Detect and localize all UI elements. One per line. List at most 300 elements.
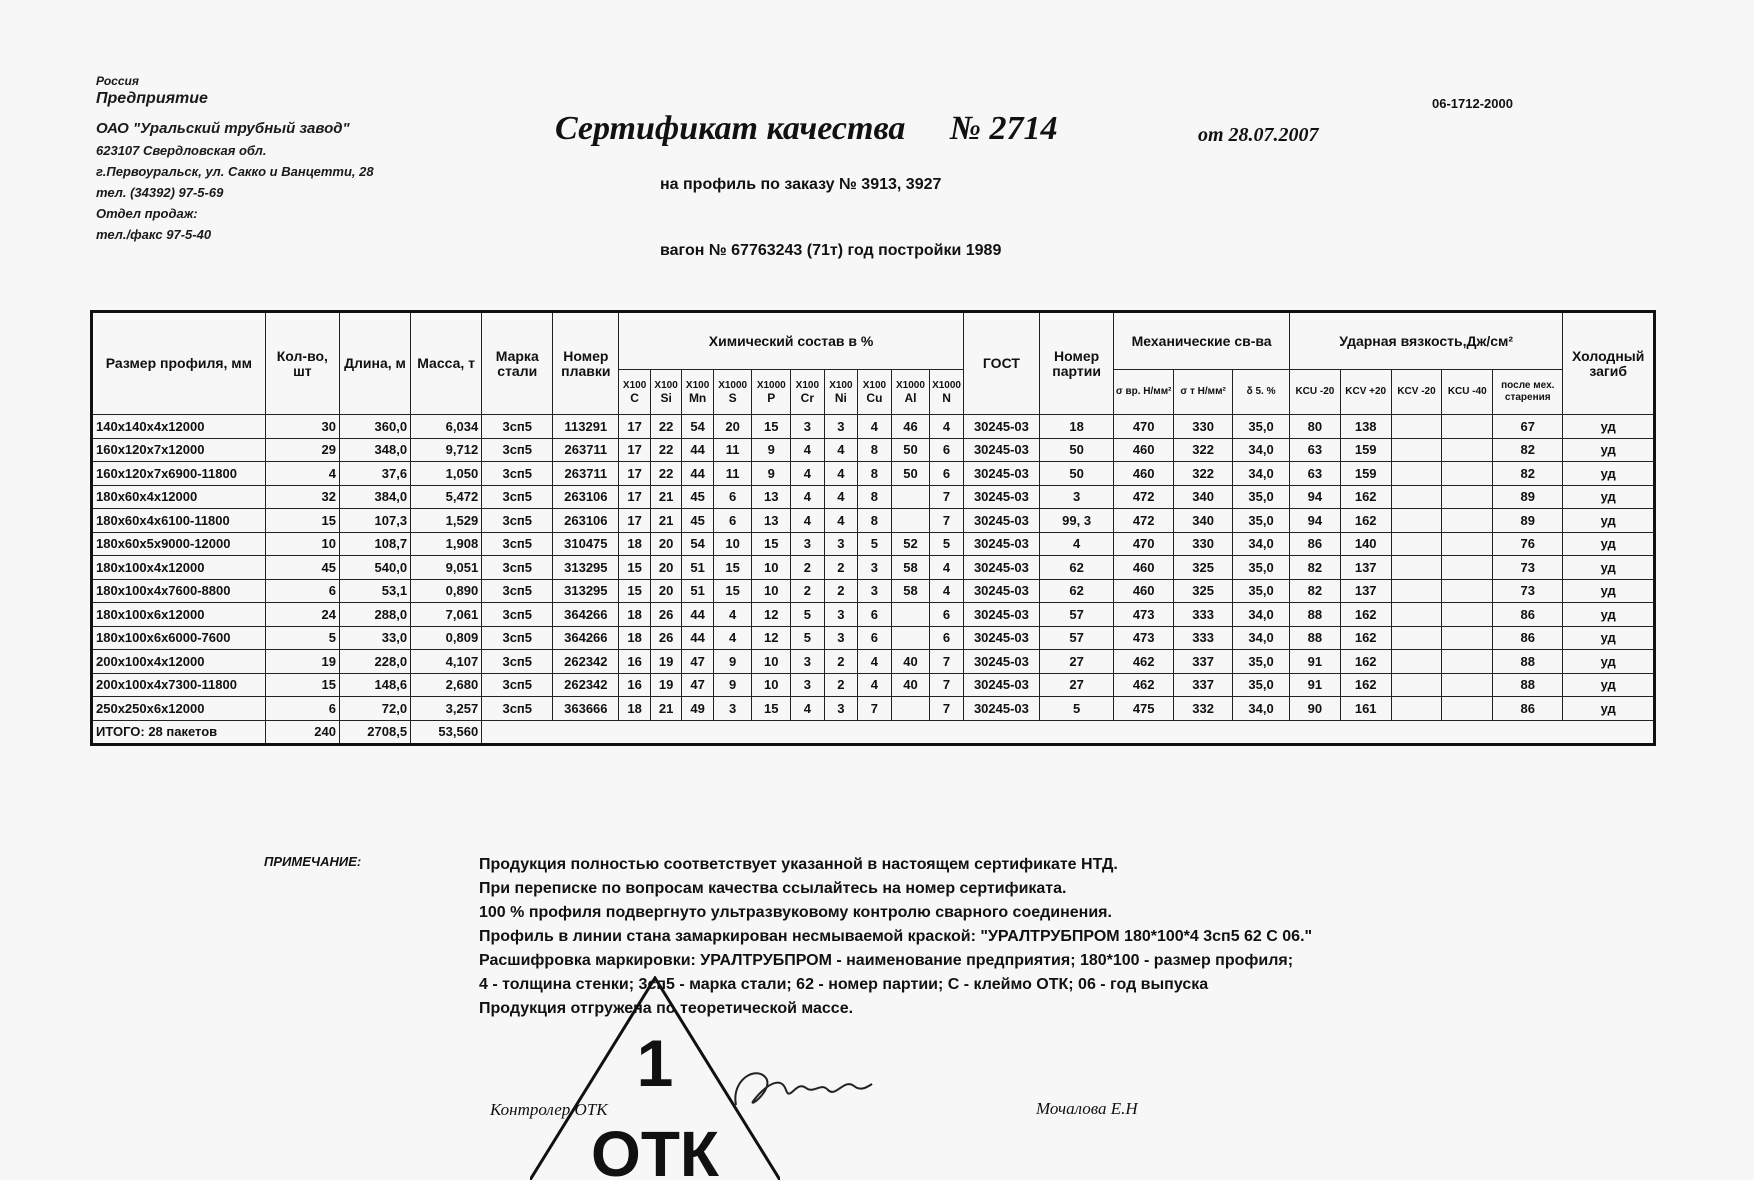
cell-mech: 35,0	[1233, 415, 1290, 439]
cell-grade: 3сп5	[482, 485, 553, 509]
stamp-number: 1	[636, 1026, 674, 1100]
chem-multiplier: X100	[829, 380, 853, 391]
cell-chem: 5	[791, 603, 825, 627]
cell-chem: 2	[824, 556, 858, 580]
cell-qty: 5	[265, 626, 339, 650]
th-mech: Механические св-ва	[1114, 312, 1290, 370]
cell-chem: 7	[930, 673, 964, 697]
cell-impact: 67	[1493, 415, 1563, 439]
cell-chem: 49	[682, 697, 714, 721]
cell-gost: 30245-03	[963, 462, 1039, 486]
chem-element: Cr	[800, 391, 815, 405]
cell-chem: 20	[650, 556, 682, 580]
table-row	[92, 673, 1655, 697]
cell-batch: 50	[1040, 462, 1114, 486]
cell-impact	[1391, 697, 1442, 721]
th-chem-ni	[824, 370, 858, 415]
cell-mech: 34,0	[1233, 603, 1290, 627]
cell-bend: уд	[1563, 579, 1655, 603]
cell-chem: 51	[682, 579, 714, 603]
cell-grade: 3сп5	[482, 415, 553, 439]
cell-impact: 162	[1340, 603, 1391, 627]
th-size: Размер профиля, мм	[92, 312, 266, 415]
cell-gost: 30245-03	[963, 438, 1039, 462]
cell-gost: 30245-03	[963, 603, 1039, 627]
cell-impact: 86	[1290, 532, 1341, 556]
th-heat: Номер плавки	[553, 312, 619, 415]
cell-bend: уд	[1563, 626, 1655, 650]
cell-chem: 52	[891, 532, 930, 556]
table-row	[92, 603, 1655, 627]
th-impact-col: KCV +20	[1340, 370, 1391, 415]
th-chem-si	[650, 370, 682, 415]
chem-multiplier: X100	[654, 380, 678, 391]
cell-batch: 50	[1040, 438, 1114, 462]
cell-heat: 263106	[553, 485, 619, 509]
cell-qty: 10	[265, 532, 339, 556]
cell-mech: 340	[1174, 485, 1233, 509]
cell-mech: 475	[1114, 697, 1174, 721]
cell-chem	[891, 509, 930, 533]
cell-chem: 10	[752, 556, 791, 580]
th-mech-col: δ 5. %	[1233, 370, 1290, 415]
cell-mech: 330	[1174, 415, 1233, 439]
th-chem-mn	[682, 370, 714, 415]
cell-heat: 263711	[553, 438, 619, 462]
table-row	[92, 697, 1655, 721]
cell-chem: 20	[650, 532, 682, 556]
cell-impact: 86	[1493, 603, 1563, 627]
cell-impact	[1442, 509, 1493, 533]
cell-impact: 82	[1290, 579, 1341, 603]
cell-chem: 18	[619, 626, 651, 650]
note-line: Продукция полностью соответствует указанной в настоящем сертификате НТД.	[479, 856, 1118, 873]
signature-scribble	[726, 1060, 876, 1120]
cell-mech: 473	[1114, 626, 1174, 650]
cell-impact	[1442, 650, 1493, 674]
cell-impact: 94	[1290, 509, 1341, 533]
cell-qty: 15	[265, 509, 339, 533]
cell-mech: 332	[1174, 697, 1233, 721]
th-chem-n	[930, 370, 964, 415]
cell-chem: 3	[824, 532, 858, 556]
cell-chem: 9	[713, 673, 752, 697]
table-header-row	[92, 312, 1655, 370]
cell-gost: 30245-03	[963, 556, 1039, 580]
cell-chem: 58	[891, 556, 930, 580]
cell-heat: 313295	[553, 579, 619, 603]
table-row	[92, 532, 1655, 556]
cell-chem: 10	[713, 532, 752, 556]
cell-size: 160x120x7x12000	[92, 438, 266, 462]
cell-chem: 6	[930, 462, 964, 486]
cell-chem: 6	[930, 603, 964, 627]
cell-length: 148,6	[339, 673, 410, 697]
cell-chem	[891, 603, 930, 627]
cell-chem: 4	[930, 579, 964, 603]
th-mass: Масса, т	[411, 312, 482, 415]
cell-chem: 17	[619, 462, 651, 486]
cell-chem: 6	[713, 485, 752, 509]
cell-mech: 34,0	[1233, 626, 1290, 650]
cell-batch: 18	[1040, 415, 1114, 439]
cell-size: 160x120x7x6900-11800	[92, 462, 266, 486]
th-chem-p	[752, 370, 791, 415]
cell-impact	[1442, 485, 1493, 509]
cell-mech: 325	[1174, 579, 1233, 603]
cell-chem: 15	[752, 415, 791, 439]
cell-chem: 3	[824, 626, 858, 650]
cell-impact	[1391, 626, 1442, 650]
th-batch: Номер партии	[1040, 312, 1114, 415]
cell-chem: 7	[930, 697, 964, 721]
cell-chem: 5	[858, 532, 892, 556]
cell-mech: 35,0	[1233, 673, 1290, 697]
cell-chem	[891, 626, 930, 650]
cell-chem: 9	[752, 462, 791, 486]
total-row	[92, 720, 1655, 745]
cell-heat: 113291	[553, 415, 619, 439]
controller-name: Мочалова Е.Н	[1036, 1099, 1138, 1118]
cell-qty: 19	[265, 650, 339, 674]
th-mech-col: σ вр. Н/мм²	[1114, 370, 1174, 415]
cell-chem: 3	[791, 415, 825, 439]
cell-qty: 32	[265, 485, 339, 509]
cell-qty: 30	[265, 415, 339, 439]
cell-chem	[891, 485, 930, 509]
total-blank	[482, 720, 1655, 745]
cell-mech: 34,0	[1233, 697, 1290, 721]
note-line: 100 % профиля подвергнуто ультразвуковому контролю сварного соединения.	[479, 904, 1112, 921]
cell-mech: 325	[1174, 556, 1233, 580]
cell-chem: 26	[650, 626, 682, 650]
cell-impact: 161	[1340, 697, 1391, 721]
cell-impact: 88	[1290, 603, 1341, 627]
cell-impact: 82	[1290, 556, 1341, 580]
cell-gost: 30245-03	[963, 532, 1039, 556]
cell-chem: 4	[824, 438, 858, 462]
cell-size: 200x100x4x7300-11800	[92, 673, 266, 697]
cell-impact	[1391, 579, 1442, 603]
cell-batch: 27	[1040, 650, 1114, 674]
cell-chem: 3	[713, 697, 752, 721]
company-address: г.Первоуральск, ул. Сакко и Ванцетти, 28	[96, 164, 374, 179]
cell-chem: 26	[650, 603, 682, 627]
cell-impact: 90	[1290, 697, 1341, 721]
cell-impact: 159	[1340, 462, 1391, 486]
cell-chem: 7	[930, 485, 964, 509]
cell-chem: 13	[752, 485, 791, 509]
cell-bend: уд	[1563, 697, 1655, 721]
cell-chem: 2	[824, 579, 858, 603]
table-row	[92, 509, 1655, 533]
order-line: на профиль по заказу № 3913, 3927	[660, 176, 942, 193]
cell-mech: 462	[1114, 650, 1174, 674]
th-chem-s	[713, 370, 752, 415]
cell-gost: 30245-03	[963, 579, 1039, 603]
cell-grade: 3сп5	[482, 673, 553, 697]
controller-label: Контролер ОТК	[490, 1100, 608, 1119]
cell-size: 250x250x6x12000	[92, 697, 266, 721]
cell-chem: 22	[650, 415, 682, 439]
cell-bend: уд	[1563, 438, 1655, 462]
cell-impact: 94	[1290, 485, 1341, 509]
cell-qty: 45	[265, 556, 339, 580]
cell-gost: 30245-03	[963, 626, 1039, 650]
cell-chem: 7	[930, 509, 964, 533]
cell-chem: 6	[858, 626, 892, 650]
cell-chem: 2	[824, 673, 858, 697]
cell-qty: 6	[265, 579, 339, 603]
cell-size: 200x100x4x12000	[92, 650, 266, 674]
cell-batch: 4	[1040, 532, 1114, 556]
cell-mech: 35,0	[1233, 509, 1290, 533]
cell-mass: 9,051	[411, 556, 482, 580]
chem-element: Cu	[866, 391, 883, 405]
cell-length: 72,0	[339, 697, 410, 721]
cell-gost: 30245-03	[963, 673, 1039, 697]
cell-chem: 44	[682, 462, 714, 486]
cell-mass: 3,257	[411, 697, 482, 721]
cell-grade: 3сп5	[482, 556, 553, 580]
chem-multiplier: X100	[622, 380, 647, 391]
cell-batch: 3	[1040, 485, 1114, 509]
chem-element: Ni	[834, 391, 847, 405]
table-row	[92, 650, 1655, 674]
cell-impact	[1442, 579, 1493, 603]
cell-bend: уд	[1563, 603, 1655, 627]
cell-impact: 91	[1290, 673, 1341, 697]
total-mass: 53,560	[411, 720, 482, 745]
cell-mech: 322	[1174, 438, 1233, 462]
cell-mech: 472	[1114, 485, 1174, 509]
cell-chem: 6	[858, 603, 892, 627]
cell-grade: 3сп5	[482, 438, 553, 462]
chem-multiplier: X100	[795, 380, 820, 391]
cell-batch: 5	[1040, 697, 1114, 721]
chem-element: Al	[904, 391, 917, 405]
cell-chem: 7	[858, 697, 892, 721]
cell-mech: 35,0	[1233, 579, 1290, 603]
cell-impact: 138	[1340, 415, 1391, 439]
cell-mech: 460	[1114, 579, 1174, 603]
cell-chem: 51	[682, 556, 714, 580]
table-row	[92, 579, 1655, 603]
cell-impact	[1391, 509, 1442, 533]
cell-chem: 44	[682, 626, 714, 650]
cell-heat: 313295	[553, 556, 619, 580]
cell-impact: 76	[1493, 532, 1563, 556]
total-label: ИТОГО: 28 пакетов	[92, 720, 266, 745]
cell-mass: 1,908	[411, 532, 482, 556]
cell-mech: 460	[1114, 556, 1174, 580]
cell-grade: 3сп5	[482, 509, 553, 533]
cell-mech: 34,0	[1233, 438, 1290, 462]
cell-size: 180x60x5x9000-12000	[92, 532, 266, 556]
cell-chem: 3	[791, 650, 825, 674]
cell-impact	[1391, 673, 1442, 697]
cell-impact	[1442, 603, 1493, 627]
th-chem: Химический состав в %	[619, 312, 963, 370]
cell-chem: 8	[858, 462, 892, 486]
cell-chem: 18	[619, 603, 651, 627]
cell-heat: 310475	[553, 532, 619, 556]
cell-mech: 322	[1174, 462, 1233, 486]
th-chem-al	[891, 370, 930, 415]
chem-element: N	[942, 391, 951, 405]
cell-size: 180x100x4x12000	[92, 556, 266, 580]
cell-impact: 73	[1493, 579, 1563, 603]
company-enterprise-label: Предприятие	[96, 90, 208, 107]
cell-chem: 4	[791, 697, 825, 721]
cell-chem: 3	[824, 603, 858, 627]
cell-mech: 340	[1174, 509, 1233, 533]
cell-length: 360,0	[339, 415, 410, 439]
cell-chem: 21	[650, 697, 682, 721]
cell-qty: 4	[265, 462, 339, 486]
cell-batch: 62	[1040, 556, 1114, 580]
cell-batch: 57	[1040, 603, 1114, 627]
cell-impact	[1442, 626, 1493, 650]
cell-heat: 262342	[553, 673, 619, 697]
cell-bend: уд	[1563, 556, 1655, 580]
total-length: 2708,5	[339, 720, 410, 745]
cell-impact: 63	[1290, 462, 1341, 486]
certificate-number: № 2714	[949, 110, 1058, 147]
cell-mass: 9,712	[411, 438, 482, 462]
cell-chem: 17	[619, 485, 651, 509]
cell-length: 33,0	[339, 626, 410, 650]
cell-impact: 162	[1340, 485, 1391, 509]
cell-chem: 22	[650, 462, 682, 486]
cell-chem: 2	[791, 556, 825, 580]
cell-mass: 0,809	[411, 626, 482, 650]
cell-chem: 13	[752, 509, 791, 533]
cell-qty: 15	[265, 673, 339, 697]
cell-mech: 333	[1174, 603, 1233, 627]
cell-chem: 4	[930, 556, 964, 580]
cell-chem: 47	[682, 650, 714, 674]
stamp-text: ОТК	[591, 1118, 719, 1180]
cell-impact	[1391, 532, 1442, 556]
cell-chem: 45	[682, 485, 714, 509]
cell-length: 37,6	[339, 462, 410, 486]
cell-qty: 29	[265, 438, 339, 462]
cell-impact: 137	[1340, 556, 1391, 580]
cell-length: 53,1	[339, 579, 410, 603]
cell-chem: 47	[682, 673, 714, 697]
cell-chem: 3	[791, 673, 825, 697]
cell-bend: уд	[1563, 532, 1655, 556]
cell-impact: 91	[1290, 650, 1341, 674]
th-impact: Ударная вязкость,Дж/см²	[1290, 312, 1563, 370]
cell-chem: 3	[824, 415, 858, 439]
certificate-title: Сертификат качества	[555, 110, 906, 147]
cell-impact: 86	[1493, 697, 1563, 721]
cell-mech: 333	[1174, 626, 1233, 650]
chem-element: Si	[660, 391, 672, 405]
cell-bend: уд	[1563, 650, 1655, 674]
cell-impact	[1391, 462, 1442, 486]
cell-mech: 472	[1114, 509, 1174, 533]
cell-mech: 460	[1114, 462, 1174, 486]
cell-mech: 337	[1174, 650, 1233, 674]
cell-impact: 86	[1493, 626, 1563, 650]
cell-length: 108,7	[339, 532, 410, 556]
table-row	[92, 485, 1655, 509]
cell-mech: 462	[1114, 673, 1174, 697]
cell-chem: 6	[713, 509, 752, 533]
cell-mech: 34,0	[1233, 462, 1290, 486]
cell-gost: 30245-03	[963, 485, 1039, 509]
cell-bend: уд	[1563, 415, 1655, 439]
cell-chem: 8	[858, 438, 892, 462]
cell-mech: 473	[1114, 603, 1174, 627]
note-line: Продукция отгружена по теоретической массе.	[479, 1000, 854, 1017]
cell-grade: 3сп5	[482, 626, 553, 650]
cell-mass: 0,890	[411, 579, 482, 603]
cell-impact	[1391, 438, 1442, 462]
cell-mass: 2,680	[411, 673, 482, 697]
cell-length: 384,0	[339, 485, 410, 509]
cell-impact	[1442, 462, 1493, 486]
cell-chem: 3	[858, 556, 892, 580]
cell-chem: 4	[824, 462, 858, 486]
cell-chem: 10	[752, 650, 791, 674]
cell-grade: 3сп5	[482, 697, 553, 721]
cell-gost: 30245-03	[963, 650, 1039, 674]
chem-element: P	[767, 391, 776, 405]
cell-chem: 44	[682, 438, 714, 462]
cell-chem: 58	[891, 579, 930, 603]
cell-length: 288,0	[339, 603, 410, 627]
cell-chem: 4	[858, 415, 892, 439]
cell-grade: 3сп5	[482, 603, 553, 627]
cell-chem: 2	[791, 579, 825, 603]
cell-chem: 4	[713, 603, 752, 627]
document-code: 06-1712-2000	[1432, 96, 1513, 111]
cell-chem: 16	[619, 673, 651, 697]
th-impact-col: после мех. старения	[1493, 370, 1563, 415]
cell-impact: 140	[1340, 532, 1391, 556]
chem-multiplier: X1000	[896, 380, 925, 391]
cell-chem: 54	[682, 532, 714, 556]
cell-chem: 11	[713, 462, 752, 486]
cell-chem: 2	[824, 650, 858, 674]
note-line: 4 - толщина стенки; 3сп5 - марка стали; 62 - номер партии; С - клеймо ОТК; 06 - год выпуска	[479, 976, 1209, 993]
cell-chem: 4	[930, 415, 964, 439]
chem-multiplier: X1000	[718, 380, 748, 391]
cell-length: 540,0	[339, 556, 410, 580]
cell-batch: 99, 3	[1040, 509, 1114, 533]
cell-impact: 137	[1340, 579, 1391, 603]
cell-length: 348,0	[339, 438, 410, 462]
cell-chem: 10	[752, 579, 791, 603]
cell-chem: 4	[791, 438, 825, 462]
cell-chem: 9	[752, 438, 791, 462]
cell-chem: 20	[650, 579, 682, 603]
cell-gost: 30245-03	[963, 509, 1039, 533]
table-row	[92, 438, 1655, 462]
cell-mech: 34,0	[1233, 532, 1290, 556]
chem-multiplier: X1000	[756, 380, 786, 391]
cell-chem: 12	[752, 626, 791, 650]
cell-chem: 44	[682, 603, 714, 627]
cell-chem: 15	[713, 556, 752, 580]
cell-impact	[1391, 650, 1442, 674]
th-impact-col: KCU -40	[1442, 370, 1493, 415]
cell-chem: 9	[713, 650, 752, 674]
